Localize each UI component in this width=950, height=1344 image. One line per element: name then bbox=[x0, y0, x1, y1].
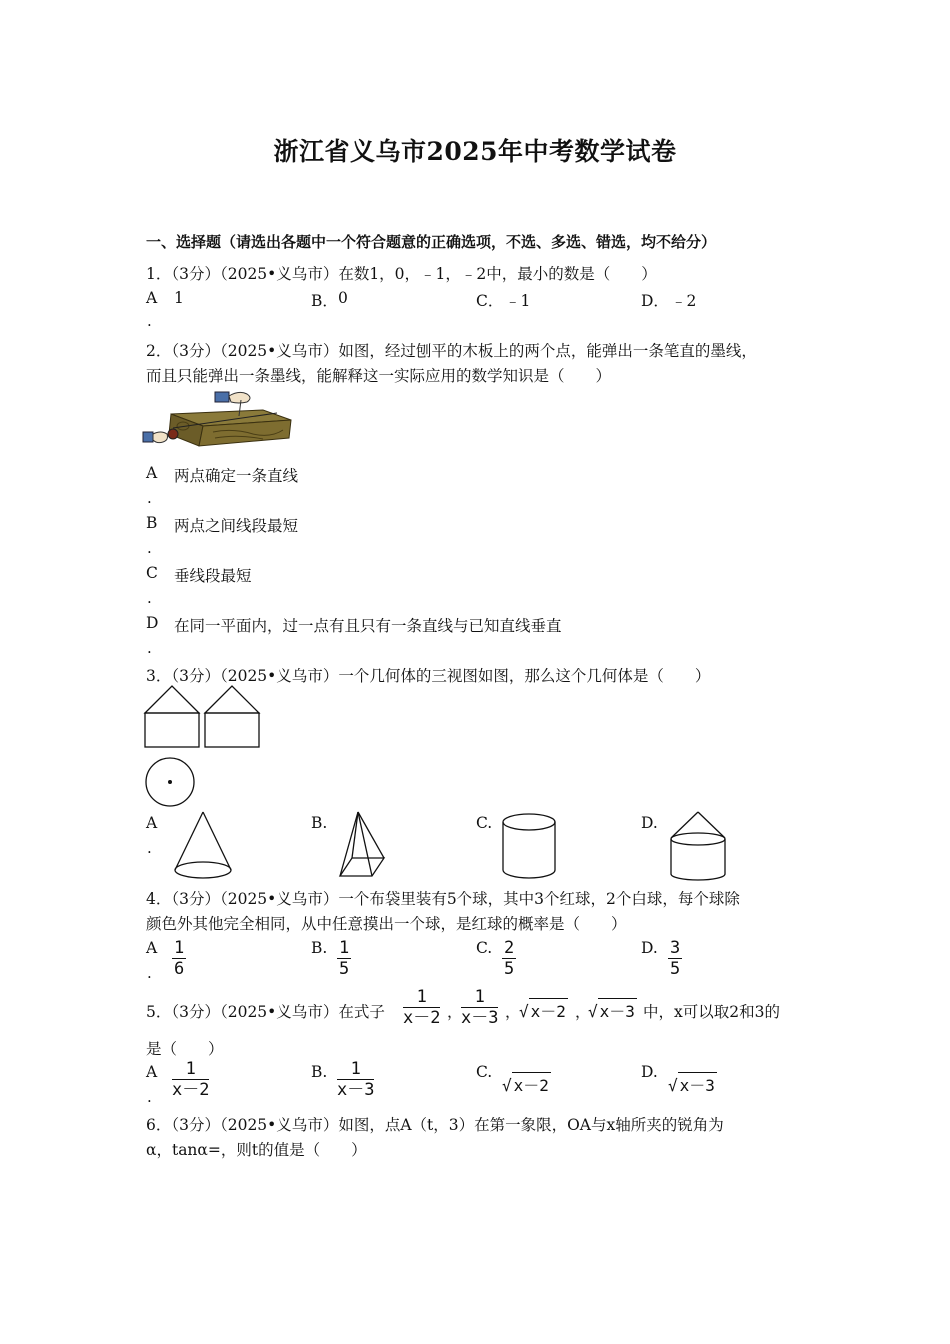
fraction-denominator: x－2 bbox=[172, 1080, 210, 1100]
fraction-denominator: 5 bbox=[339, 959, 350, 979]
q5-option-d-letter: D. bbox=[641, 1063, 658, 1081]
fraction-numerator: 1 bbox=[339, 938, 350, 958]
q1-option-b-text: 0 bbox=[338, 289, 348, 307]
q4-option-d-letter: D. bbox=[641, 939, 658, 957]
q5-expression-2 bbox=[461, 988, 498, 1027]
page-title: 浙江省义乌市2025年中考数学试卷 bbox=[273, 137, 677, 166]
q2-option-b-text: 两点之间线段最短 bbox=[174, 517, 299, 535]
q5-option-a-dot: . bbox=[147, 1088, 152, 1106]
question-5-stem-prefix: 5．（3分）（2025•义乌市）在式子 bbox=[146, 1003, 385, 1021]
q4-option-b-fraction bbox=[337, 939, 351, 978]
q4-option-a-dot: . bbox=[147, 964, 152, 982]
fraction-denominator: 6 bbox=[174, 959, 185, 979]
q1-option-a-text: 1 bbox=[174, 289, 184, 307]
q4-option-a-letter: A bbox=[146, 939, 158, 957]
q1-option-d-text: ﹣2 bbox=[671, 292, 697, 310]
q3-option-a-letter: A bbox=[146, 814, 158, 832]
q4-option-c-fraction bbox=[502, 939, 516, 978]
fraction-numerator: 1 bbox=[474, 987, 485, 1007]
three-view-drawing bbox=[143, 685, 263, 810]
q2-option-b-letter: B bbox=[146, 514, 158, 532]
q1-option-d-letter: D． bbox=[641, 292, 669, 310]
fraction-numerator: 3 bbox=[670, 938, 681, 958]
q2-option-c-dot: . bbox=[147, 589, 152, 607]
fraction-numerator: 2 bbox=[504, 938, 515, 958]
q5-comma-2: ， bbox=[505, 1003, 521, 1021]
q2-option-d-letter: D bbox=[146, 614, 159, 632]
q1-option-b-letter: B． bbox=[311, 292, 338, 310]
q4-option-d-fraction bbox=[668, 939, 682, 978]
question-2-stem-line1: 2．（3分）（2025•义乌市）如图，经过刨平的木板上的两个点，能弹出一条笔直的墨线， bbox=[146, 342, 757, 360]
q5-option-d-radical: √ x－3 bbox=[668, 1072, 717, 1096]
q1-option-c-text: ﹣1 bbox=[505, 292, 531, 310]
q4-option-c-letter: C. bbox=[476, 939, 493, 957]
fraction-numerator: 1 bbox=[350, 1059, 361, 1079]
cone-on-cylinder-figure bbox=[667, 808, 729, 882]
fraction-numerator: 1 bbox=[174, 938, 185, 958]
q3-option-b-letter: B. bbox=[311, 814, 328, 832]
fraction-denominator: x－3 bbox=[461, 1008, 499, 1028]
q5-comma-1: ， bbox=[447, 1003, 463, 1021]
fraction-numerator: 1 bbox=[185, 1059, 196, 1079]
q1-option-c-letter: C． bbox=[476, 292, 504, 310]
q3-option-a-dot: . bbox=[147, 839, 152, 857]
question-4-stem-line2: 颜色外其他完全相同，从中任意摸出一个球，是红球的概率是（ ） bbox=[146, 915, 627, 933]
question-2-stem-line2: 而且只能弹出一条墨线，能解释这一实际应用的数学知识是（ ） bbox=[146, 367, 612, 385]
fraction-denominator: 5 bbox=[504, 959, 515, 979]
question-6-stem-line2: α，tanα=，则t的值是（ ） bbox=[146, 1141, 367, 1159]
radicand: x－3 bbox=[598, 998, 637, 1022]
q5-expression-1 bbox=[403, 988, 440, 1027]
q5-comma-3: ， bbox=[575, 1003, 591, 1021]
fraction-denominator: x－2 bbox=[403, 1008, 441, 1028]
section-heading: 一、选择题（请选出各题中一个符合题意的正确选项，不选、多选、错选，均不给分） bbox=[146, 233, 717, 251]
q3-option-d-letter: D. bbox=[641, 814, 658, 832]
q5-option-c-letter: C. bbox=[476, 1063, 493, 1081]
question-1-stem: 1．（3分）（2025•义乌市）在数1，0，﹣1，﹣2中，最小的数是（ ） bbox=[146, 265, 657, 283]
fraction-numerator: 1 bbox=[416, 987, 427, 1007]
cone-figure bbox=[172, 810, 234, 882]
q5-expression-4: √ x－3 bbox=[588, 998, 637, 1022]
radicand: x－2 bbox=[512, 1072, 551, 1096]
q4-option-b-letter: B. bbox=[311, 939, 328, 957]
q5-option-a-letter: A bbox=[146, 1063, 158, 1081]
q2-option-a-letter: A bbox=[146, 464, 158, 482]
q2-option-c-text: 垂线段最短 bbox=[174, 567, 252, 585]
question-6-stem-line1: 6．（3分）（2025•义乌市）如图，点A（t，3）在第一象限，OA与x轴所夹的锐角为 bbox=[146, 1116, 724, 1134]
radicand: x－2 bbox=[529, 998, 568, 1022]
q5-option-c-radical: √ x－2 bbox=[502, 1072, 551, 1096]
q2-option-d-text: 在同一平面内，过一点有且只有一条直线与已知直线垂直 bbox=[174, 617, 562, 635]
q2-option-a-dot: . bbox=[147, 489, 152, 507]
cylinder-figure bbox=[500, 810, 558, 882]
q5-option-b-fraction bbox=[337, 1060, 374, 1099]
fraction-denominator: x－3 bbox=[337, 1080, 375, 1100]
q5-option-a-fraction bbox=[172, 1060, 209, 1099]
q1-option-a-dot: . bbox=[147, 312, 152, 330]
q5-option-b-letter: B. bbox=[311, 1063, 328, 1081]
q2-option-c-letter: C bbox=[146, 564, 158, 582]
q4-option-a-fraction bbox=[172, 939, 186, 978]
q2-option-a-text: 两点确定一条直线 bbox=[174, 467, 299, 485]
question-3-stem: 3．（3分）（2025•义乌市）一个几何体的三视图如图，那么这个几何体是（ ） bbox=[146, 667, 711, 685]
question-5-stem-suffix: 中，x可以取2和3的 bbox=[643, 1003, 780, 1021]
question-5-stem-line2: 是（ ） bbox=[146, 1040, 224, 1058]
q2-option-b-dot: . bbox=[147, 539, 152, 557]
q2-option-d-dot: . bbox=[147, 639, 152, 657]
question-4-stem-line1: 4．（3分）（2025•义乌市）一个布袋里装有5个球，其中3个红球，2个白球，每个球除 bbox=[146, 890, 740, 908]
radicand: x－3 bbox=[678, 1072, 717, 1096]
q5-expression-3: √ x－2 bbox=[519, 998, 568, 1022]
fraction-denominator: 5 bbox=[670, 959, 681, 979]
pyramid-figure bbox=[336, 810, 388, 882]
ink-line-board-illustration bbox=[143, 388, 295, 450]
q1-option-a-letter: A bbox=[146, 289, 158, 307]
q3-option-c-letter: C. bbox=[476, 814, 493, 832]
